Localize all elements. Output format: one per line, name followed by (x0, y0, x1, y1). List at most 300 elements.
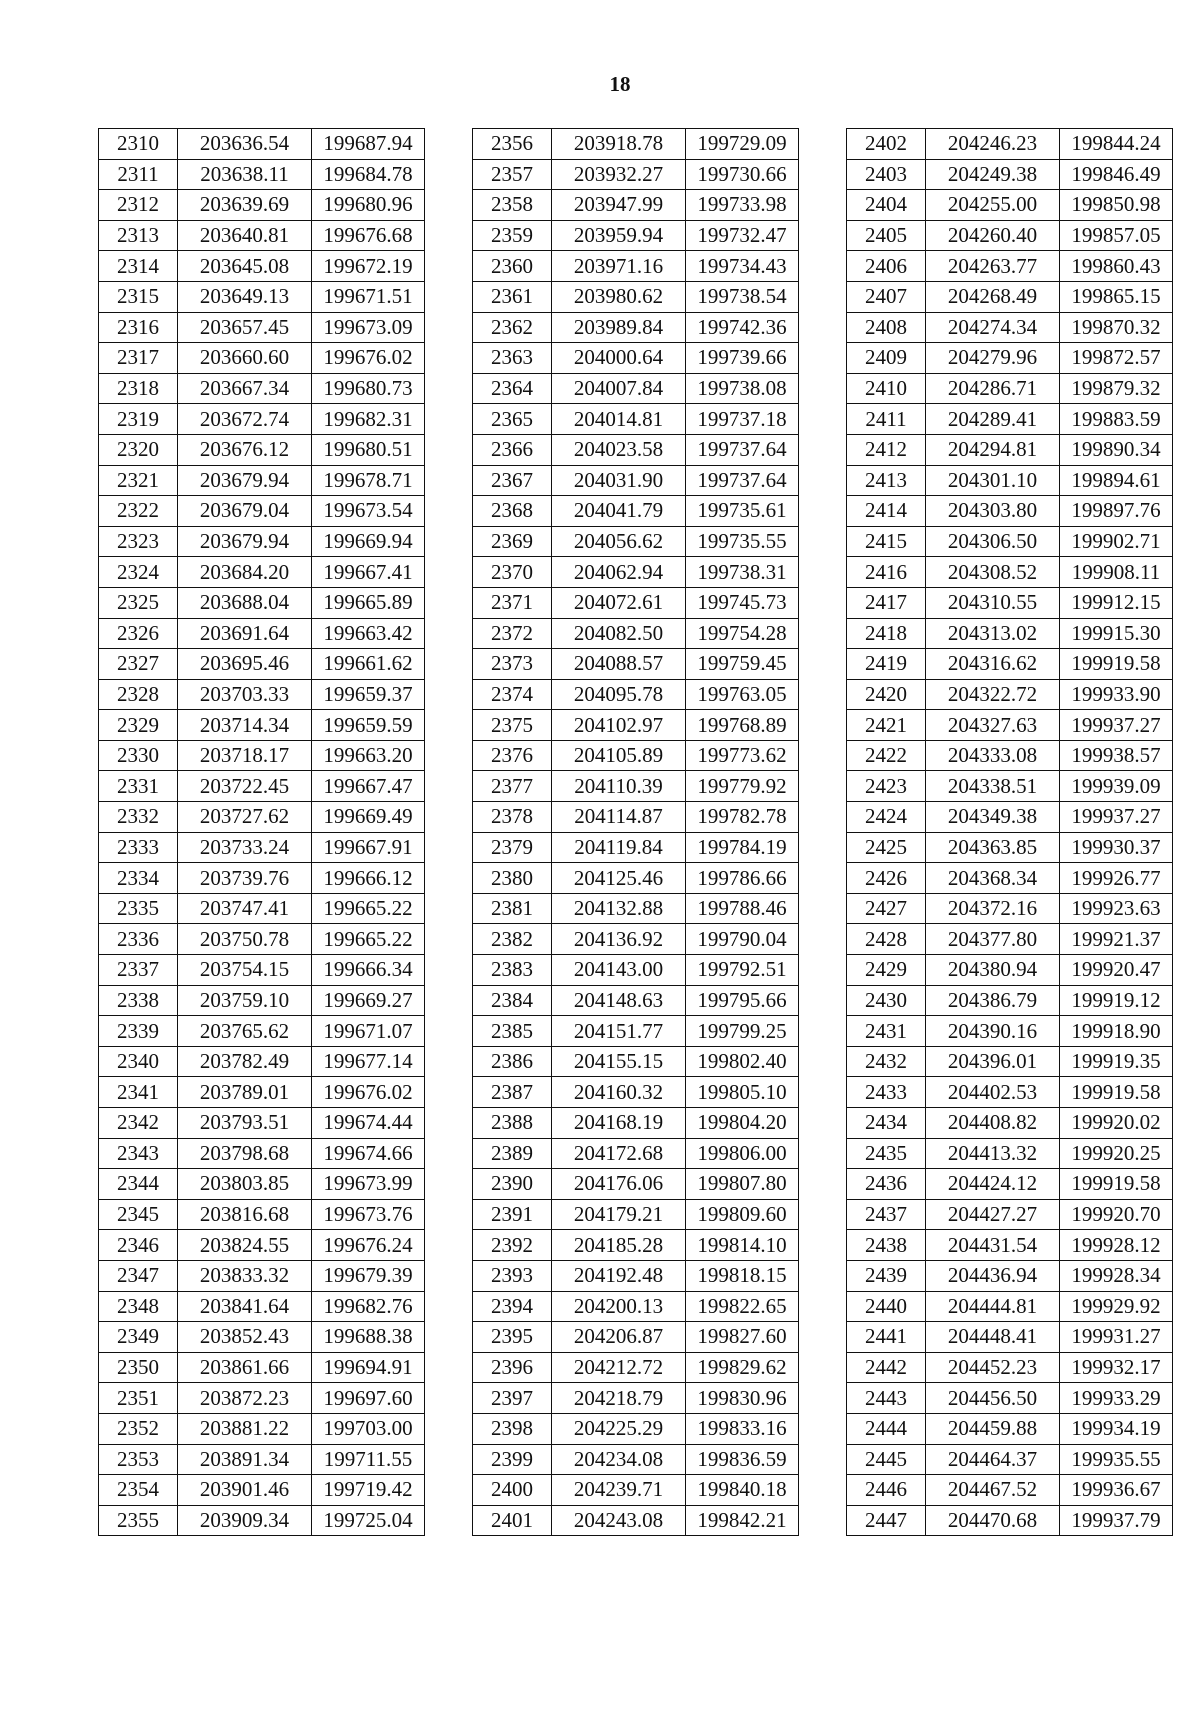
point-id-cell: 2338 (99, 985, 178, 1016)
table-row (847, 1260, 1173, 1291)
table-row (847, 1475, 1173, 1506)
x-coordinate-cell: 204056.62 (552, 526, 686, 557)
table-row (473, 618, 799, 649)
y-coordinate-cell: 199737.18 (686, 404, 799, 435)
y-coordinate-cell: 199919.58 (1060, 649, 1173, 680)
point-id-cell: 2311 (99, 159, 178, 190)
x-coordinate-cell: 203841.64 (178, 1291, 312, 1322)
x-coordinate-cell: 204263.77 (926, 251, 1060, 282)
table-row (473, 832, 799, 863)
y-coordinate-cell: 199923.63 (1060, 893, 1173, 924)
y-coordinate-cell: 199759.45 (686, 649, 799, 680)
x-coordinate-cell: 204088.57 (552, 649, 686, 680)
table-row (847, 312, 1173, 343)
x-coordinate-cell: 204243.08 (552, 1505, 686, 1536)
point-id-cell: 2427 (847, 893, 926, 924)
y-coordinate-cell: 199795.66 (686, 985, 799, 1016)
x-coordinate-cell: 204249.38 (926, 159, 1060, 190)
point-id-cell: 2384 (473, 985, 552, 1016)
y-coordinate-cell: 199846.49 (1060, 159, 1173, 190)
point-id-cell: 2442 (847, 1352, 926, 1383)
point-id-cell: 2337 (99, 955, 178, 986)
y-coordinate-cell: 199788.46 (686, 893, 799, 924)
x-coordinate-cell: 204464.37 (926, 1444, 1060, 1475)
point-id-cell: 2366 (473, 434, 552, 465)
y-coordinate-cell: 199807.80 (686, 1169, 799, 1200)
point-id-cell: 2441 (847, 1322, 926, 1353)
table-row (473, 1383, 799, 1414)
y-coordinate-cell: 199763.05 (686, 679, 799, 710)
x-coordinate-cell: 204390.16 (926, 1016, 1060, 1047)
table-row (847, 985, 1173, 1016)
table-row (847, 955, 1173, 986)
point-id-cell: 2393 (473, 1260, 552, 1291)
x-coordinate-cell: 204338.51 (926, 771, 1060, 802)
x-coordinate-cell: 203754.15 (178, 955, 312, 986)
x-coordinate-cell: 204023.58 (552, 434, 686, 465)
x-coordinate-cell: 203793.51 (178, 1108, 312, 1139)
point-id-cell: 2381 (473, 893, 552, 924)
y-coordinate-cell: 199897.76 (1060, 496, 1173, 527)
x-coordinate-cell: 204239.71 (552, 1475, 686, 1506)
point-id-cell: 2314 (99, 251, 178, 282)
point-id-cell: 2330 (99, 740, 178, 771)
y-coordinate-cell: 199682.76 (312, 1291, 425, 1322)
point-id-cell: 2326 (99, 618, 178, 649)
y-coordinate-cell: 199739.66 (686, 343, 799, 374)
table-row (99, 649, 425, 680)
point-id-cell: 2402 (847, 129, 926, 160)
point-id-cell: 2409 (847, 343, 926, 374)
point-id-cell: 2389 (473, 1138, 552, 1169)
table-row (99, 190, 425, 221)
y-coordinate-cell: 199732.47 (686, 220, 799, 251)
point-id-cell: 2404 (847, 190, 926, 221)
point-id-cell: 2415 (847, 526, 926, 557)
point-id-cell: 2396 (473, 1352, 552, 1383)
y-coordinate-cell: 199673.54 (312, 496, 425, 527)
y-coordinate-cell: 199840.18 (686, 1475, 799, 1506)
point-id-cell: 2421 (847, 710, 926, 741)
point-id-cell: 2335 (99, 893, 178, 924)
point-id-cell: 2445 (847, 1444, 926, 1475)
x-coordinate-cell: 204436.94 (926, 1260, 1060, 1291)
y-coordinate-cell: 199734.43 (686, 251, 799, 282)
point-id-cell: 2323 (99, 526, 178, 557)
x-coordinate-cell: 204424.12 (926, 1169, 1060, 1200)
table-row (99, 496, 425, 527)
x-coordinate-cell: 204192.48 (552, 1260, 686, 1291)
y-coordinate-cell: 199938.57 (1060, 740, 1173, 771)
y-coordinate-cell: 199742.36 (686, 312, 799, 343)
y-coordinate-cell: 199697.60 (312, 1383, 425, 1414)
y-coordinate-cell: 199673.09 (312, 312, 425, 343)
table-row (473, 802, 799, 833)
table-row (847, 924, 1173, 955)
point-id-cell: 2398 (473, 1413, 552, 1444)
point-id-cell: 2394 (473, 1291, 552, 1322)
y-coordinate-cell: 199920.02 (1060, 1108, 1173, 1139)
point-id-cell: 2424 (847, 802, 926, 833)
x-coordinate-cell: 203703.33 (178, 679, 312, 710)
table-row (847, 1199, 1173, 1230)
point-id-cell: 2432 (847, 1046, 926, 1077)
y-coordinate-cell: 199678.71 (312, 465, 425, 496)
table-row (473, 190, 799, 221)
point-id-cell: 2359 (473, 220, 552, 251)
y-coordinate-cell: 199669.94 (312, 526, 425, 557)
x-coordinate-cell: 204274.34 (926, 312, 1060, 343)
x-coordinate-cell: 204000.64 (552, 343, 686, 374)
point-id-cell: 2332 (99, 802, 178, 833)
x-coordinate-cell: 204313.02 (926, 618, 1060, 649)
y-coordinate-cell: 199872.57 (1060, 343, 1173, 374)
x-coordinate-cell: 203645.08 (178, 251, 312, 282)
point-id-cell: 2351 (99, 1383, 178, 1414)
table-row (99, 1322, 425, 1353)
y-coordinate-cell: 199919.35 (1060, 1046, 1173, 1077)
y-coordinate-cell: 199842.21 (686, 1505, 799, 1536)
point-id-cell: 2403 (847, 159, 926, 190)
table-row (473, 1444, 799, 1475)
table-row (99, 434, 425, 465)
table-row (99, 1413, 425, 1444)
table-row (847, 526, 1173, 557)
table-row (99, 281, 425, 312)
table-row (847, 1352, 1173, 1383)
y-coordinate-cell: 199818.15 (686, 1260, 799, 1291)
y-coordinate-cell: 199844.24 (1060, 129, 1173, 160)
table-row (847, 1383, 1173, 1414)
point-id-cell: 2397 (473, 1383, 552, 1414)
table-row (847, 1016, 1173, 1047)
y-coordinate-cell: 199663.42 (312, 618, 425, 649)
point-id-cell: 2365 (473, 404, 552, 435)
table-row (473, 955, 799, 986)
y-coordinate-cell: 199768.89 (686, 710, 799, 741)
point-id-cell: 2345 (99, 1199, 178, 1230)
y-coordinate-cell: 199673.99 (312, 1169, 425, 1200)
y-coordinate-cell: 199667.41 (312, 557, 425, 588)
point-id-cell: 2379 (473, 832, 552, 863)
point-id-cell: 2413 (847, 465, 926, 496)
x-coordinate-cell: 204225.29 (552, 1413, 686, 1444)
x-coordinate-cell: 203657.45 (178, 312, 312, 343)
y-coordinate-cell: 199671.51 (312, 281, 425, 312)
point-id-cell: 2446 (847, 1475, 926, 1506)
y-coordinate-cell: 199806.00 (686, 1138, 799, 1169)
y-coordinate-cell: 199671.07 (312, 1016, 425, 1047)
table-row (99, 740, 425, 771)
table-row (99, 1383, 425, 1414)
x-coordinate-cell: 203688.04 (178, 587, 312, 618)
y-coordinate-cell: 199673.76 (312, 1199, 425, 1230)
table-row (473, 1169, 799, 1200)
point-id-cell: 2426 (847, 863, 926, 894)
point-id-cell: 2392 (473, 1230, 552, 1261)
table-row (99, 771, 425, 802)
y-coordinate-cell: 199930.37 (1060, 832, 1173, 863)
y-coordinate-cell: 199830.96 (686, 1383, 799, 1414)
y-coordinate-cell: 199729.09 (686, 129, 799, 160)
x-coordinate-cell: 204125.46 (552, 863, 686, 894)
x-coordinate-cell: 203676.12 (178, 434, 312, 465)
table-row (847, 832, 1173, 863)
point-id-cell: 2431 (847, 1016, 926, 1047)
y-coordinate-cell: 199865.15 (1060, 281, 1173, 312)
x-coordinate-cell: 204322.72 (926, 679, 1060, 710)
point-id-cell: 2385 (473, 1016, 552, 1047)
y-coordinate-cell: 199814.10 (686, 1230, 799, 1261)
y-coordinate-cell: 199669.27 (312, 985, 425, 1016)
x-coordinate-cell: 203679.94 (178, 526, 312, 557)
x-coordinate-cell: 203989.84 (552, 312, 686, 343)
y-coordinate-cell: 199822.65 (686, 1291, 799, 1322)
point-id-cell: 2390 (473, 1169, 552, 1200)
x-coordinate-cell: 204372.16 (926, 893, 1060, 924)
point-id-cell: 2380 (473, 863, 552, 894)
point-id-cell: 2354 (99, 1475, 178, 1506)
y-coordinate-cell: 199694.91 (312, 1352, 425, 1383)
x-coordinate-cell: 204349.38 (926, 802, 1060, 833)
y-coordinate-cell: 199688.38 (312, 1322, 425, 1353)
table-row (847, 1077, 1173, 1108)
x-coordinate-cell: 204306.50 (926, 526, 1060, 557)
point-id-cell: 2377 (473, 771, 552, 802)
x-coordinate-cell: 204218.79 (552, 1383, 686, 1414)
table-row (99, 587, 425, 618)
x-coordinate-cell: 203722.45 (178, 771, 312, 802)
point-id-cell: 2438 (847, 1230, 926, 1261)
x-coordinate-cell: 204179.21 (552, 1199, 686, 1230)
y-coordinate-cell: 199932.17 (1060, 1352, 1173, 1383)
y-coordinate-cell: 199665.22 (312, 924, 425, 955)
point-id-cell: 2363 (473, 343, 552, 374)
point-id-cell: 2374 (473, 679, 552, 710)
point-id-cell: 2400 (473, 1475, 552, 1506)
point-id-cell: 2360 (473, 251, 552, 282)
table-row (473, 649, 799, 680)
x-coordinate-cell: 204176.06 (552, 1169, 686, 1200)
x-coordinate-cell: 203980.62 (552, 281, 686, 312)
table-row (847, 802, 1173, 833)
x-coordinate-cell: 204072.61 (552, 587, 686, 618)
x-coordinate-cell: 204286.71 (926, 373, 1060, 404)
table-row (473, 740, 799, 771)
x-coordinate-cell: 204062.94 (552, 557, 686, 588)
x-coordinate-cell: 203932.27 (552, 159, 686, 190)
table-row (847, 710, 1173, 741)
table-row (473, 1230, 799, 1261)
table-row (99, 924, 425, 955)
x-coordinate-cell: 203649.13 (178, 281, 312, 312)
y-coordinate-cell: 199735.55 (686, 526, 799, 557)
point-id-cell: 2429 (847, 955, 926, 986)
point-id-cell: 2349 (99, 1322, 178, 1353)
table-row (99, 465, 425, 496)
y-coordinate-cell: 199738.31 (686, 557, 799, 588)
y-coordinate-cell: 199920.25 (1060, 1138, 1173, 1169)
x-coordinate-cell: 203667.34 (178, 373, 312, 404)
x-coordinate-cell: 203747.41 (178, 893, 312, 924)
table-row (847, 281, 1173, 312)
table-row (99, 1291, 425, 1322)
x-coordinate-cell: 204155.15 (552, 1046, 686, 1077)
y-coordinate-cell: 199659.37 (312, 679, 425, 710)
y-coordinate-cell: 199667.47 (312, 771, 425, 802)
point-id-cell: 2313 (99, 220, 178, 251)
table-row (99, 557, 425, 588)
point-id-cell: 2425 (847, 832, 926, 863)
y-coordinate-cell: 199711.55 (312, 1444, 425, 1475)
point-id-cell: 2417 (847, 587, 926, 618)
table-row (473, 129, 799, 160)
x-coordinate-cell: 204279.96 (926, 343, 1060, 374)
x-coordinate-cell: 204206.87 (552, 1322, 686, 1353)
point-id-cell: 2336 (99, 924, 178, 955)
y-coordinate-cell: 199804.20 (686, 1108, 799, 1139)
y-coordinate-cell: 199659.59 (312, 710, 425, 741)
point-id-cell: 2331 (99, 771, 178, 802)
point-id-cell: 2416 (847, 557, 926, 588)
point-id-cell: 2420 (847, 679, 926, 710)
point-id-cell: 2435 (847, 1138, 926, 1169)
table-row (473, 220, 799, 251)
x-coordinate-cell: 203718.17 (178, 740, 312, 771)
table-row (847, 1108, 1173, 1139)
table-row (847, 1138, 1173, 1169)
table-row (473, 373, 799, 404)
y-coordinate-cell: 199676.02 (312, 343, 425, 374)
x-coordinate-cell: 203638.11 (178, 159, 312, 190)
x-coordinate-cell: 204427.27 (926, 1199, 1060, 1230)
table-row (99, 1108, 425, 1139)
x-coordinate-cell: 204452.23 (926, 1352, 1060, 1383)
table-row (99, 955, 425, 986)
table-row (847, 587, 1173, 618)
point-id-cell: 2324 (99, 557, 178, 588)
y-coordinate-cell: 199672.19 (312, 251, 425, 282)
y-coordinate-cell: 199745.73 (686, 587, 799, 618)
point-id-cell: 2368 (473, 496, 552, 527)
x-coordinate-cell: 204301.10 (926, 465, 1060, 496)
x-coordinate-cell: 204041.79 (552, 496, 686, 527)
y-coordinate-cell: 199782.78 (686, 802, 799, 833)
point-id-cell: 2386 (473, 1046, 552, 1077)
y-coordinate-cell: 199919.12 (1060, 985, 1173, 1016)
y-coordinate-cell: 199802.40 (686, 1046, 799, 1077)
x-coordinate-cell: 203803.85 (178, 1169, 312, 1200)
table-row (99, 863, 425, 894)
y-coordinate-cell: 199684.78 (312, 159, 425, 190)
table-row (99, 1077, 425, 1108)
y-coordinate-cell: 199908.11 (1060, 557, 1173, 588)
x-coordinate-cell: 204470.68 (926, 1505, 1060, 1536)
point-id-cell: 2316 (99, 312, 178, 343)
table-row (99, 373, 425, 404)
point-id-cell: 2344 (99, 1169, 178, 1200)
table-row (847, 1505, 1173, 1536)
table-row (99, 802, 425, 833)
y-coordinate-cell: 199754.28 (686, 618, 799, 649)
y-coordinate-cell: 199860.43 (1060, 251, 1173, 282)
table-row (99, 710, 425, 741)
x-coordinate-cell: 204110.39 (552, 771, 686, 802)
y-coordinate-cell: 199738.08 (686, 373, 799, 404)
table-row (473, 1260, 799, 1291)
y-coordinate-cell: 199933.90 (1060, 679, 1173, 710)
point-id-cell: 2412 (847, 434, 926, 465)
x-coordinate-cell: 203695.46 (178, 649, 312, 680)
table-row (847, 740, 1173, 771)
x-coordinate-cell: 204132.88 (552, 893, 686, 924)
x-coordinate-cell: 204308.52 (926, 557, 1060, 588)
y-coordinate-cell: 199926.77 (1060, 863, 1173, 894)
x-coordinate-cell: 204172.68 (552, 1138, 686, 1169)
y-coordinate-cell: 199674.44 (312, 1108, 425, 1139)
x-coordinate-cell: 204095.78 (552, 679, 686, 710)
y-coordinate-cell: 199667.91 (312, 832, 425, 863)
x-coordinate-cell: 203872.23 (178, 1383, 312, 1414)
y-coordinate-cell: 199730.66 (686, 159, 799, 190)
y-coordinate-cell: 199737.64 (686, 434, 799, 465)
x-coordinate-cell: 203679.94 (178, 465, 312, 496)
y-coordinate-cell: 199679.39 (312, 1260, 425, 1291)
table-row (99, 1444, 425, 1475)
x-coordinate-cell: 203727.62 (178, 802, 312, 833)
x-coordinate-cell: 204459.88 (926, 1413, 1060, 1444)
table-row (473, 1291, 799, 1322)
point-id-cell: 2322 (99, 496, 178, 527)
table-row (473, 1046, 799, 1077)
point-id-cell: 2328 (99, 679, 178, 710)
table-row (473, 1138, 799, 1169)
point-id-cell: 2339 (99, 1016, 178, 1047)
point-id-cell: 2423 (847, 771, 926, 802)
point-id-cell: 2440 (847, 1291, 926, 1322)
point-id-cell: 2444 (847, 1413, 926, 1444)
y-coordinate-cell: 199933.29 (1060, 1383, 1173, 1414)
x-coordinate-cell: 204031.90 (552, 465, 686, 496)
table-row (847, 1322, 1173, 1353)
point-id-cell: 2325 (99, 587, 178, 618)
point-id-cell: 2343 (99, 1138, 178, 1169)
point-id-cell: 2433 (847, 1077, 926, 1108)
x-coordinate-cell: 204467.52 (926, 1475, 1060, 1506)
x-coordinate-cell: 204160.32 (552, 1077, 686, 1108)
y-coordinate-cell: 199786.66 (686, 863, 799, 894)
table-row (99, 404, 425, 435)
table-row (99, 1138, 425, 1169)
y-coordinate-cell: 199915.30 (1060, 618, 1173, 649)
y-coordinate-cell: 199790.04 (686, 924, 799, 955)
point-id-cell: 2364 (473, 373, 552, 404)
y-coordinate-cell: 199935.55 (1060, 1444, 1173, 1475)
x-coordinate-cell: 203679.04 (178, 496, 312, 527)
y-coordinate-cell: 199666.12 (312, 863, 425, 894)
point-id-cell: 2356 (473, 129, 552, 160)
point-id-cell: 2320 (99, 434, 178, 465)
y-coordinate-cell: 199661.62 (312, 649, 425, 680)
table-row (473, 771, 799, 802)
point-id-cell: 2388 (473, 1108, 552, 1139)
y-coordinate-cell: 199680.73 (312, 373, 425, 404)
x-coordinate-cell: 204014.81 (552, 404, 686, 435)
table-row (99, 159, 425, 190)
x-coordinate-cell: 203798.68 (178, 1138, 312, 1169)
point-id-cell: 2334 (99, 863, 178, 894)
y-coordinate-cell: 199676.24 (312, 1230, 425, 1261)
